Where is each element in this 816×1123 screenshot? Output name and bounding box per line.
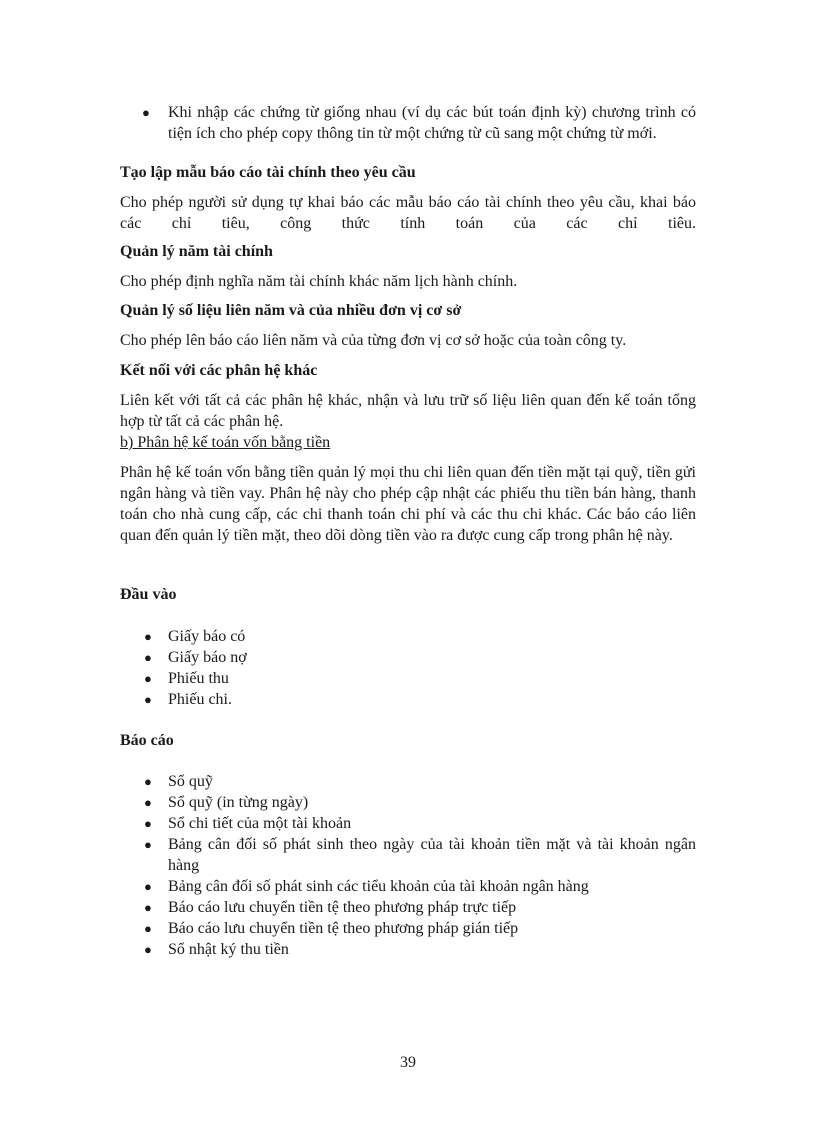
list-item: ● Phiếu chi. xyxy=(144,691,232,708)
section-text: Cho phép lên báo cáo liên năm và của từng đơn vị cơ sở hoặc của toàn công ty. xyxy=(120,332,627,349)
bullet-icon: ● xyxy=(144,837,152,852)
reports-heading: Báo cáo xyxy=(120,732,174,749)
inputs-list xyxy=(120,626,696,710)
list-item: ● Báo cáo lưu chuyển tiền tệ theo phương pháp trực tiếp xyxy=(144,899,517,916)
list-item: ● Sổ chi tiết của một tài khoản xyxy=(144,815,352,832)
bullet-icon: ● xyxy=(144,650,152,665)
list-item: ● Bảng cân đối số phát sinh các tiểu khoản của tài khoản ngân hàng xyxy=(144,878,589,895)
bullet-icon: ● xyxy=(144,774,152,789)
section-heading: Quản lý năm tài chính xyxy=(120,243,273,260)
list-item: ● Giấy báo có xyxy=(144,628,246,645)
page-number: 39 xyxy=(400,1054,416,1071)
list-item: ● Sổ quỹ (in từng ngày) xyxy=(144,794,309,811)
section-text: Liên kết với tất cả các phân hệ khác, nhận và lưu trữ số liệu liên quan đến kế toán tổng hợp từ tất cả các phân hệ. xyxy=(120,392,696,430)
list-item: ● Sổ quỹ xyxy=(144,773,213,790)
section-heading: Quản lý số liệu liên năm và của nhiều đơn vị cơ sở xyxy=(120,302,462,319)
bullet-icon: ● xyxy=(144,879,152,894)
bullet-icon: ● xyxy=(144,900,152,915)
bullet-icon: ● xyxy=(142,105,150,120)
section-heading: Kết nối với các phân hệ khác xyxy=(120,362,318,379)
bullet-icon: ● xyxy=(144,629,152,644)
section-heading: Tạo lập mẫu báo cáo tài chính theo yêu cầu xyxy=(120,164,416,181)
list-item: ● Bảng cân đối số phát sinh theo ngày của tài khoản tiền mặt và tài khoản ngân hàng xyxy=(144,836,696,874)
bullet-icon: ● xyxy=(144,671,152,686)
list-item: ● Báo cáo lưu chuyển tiền tệ theo phương pháp gián tiếp xyxy=(144,920,519,937)
intro-bullet xyxy=(120,102,696,144)
bullet-icon: ● xyxy=(144,795,152,810)
list-item: ● Sổ nhật ký thu tiền xyxy=(144,941,289,958)
bullet-icon: ● xyxy=(144,921,152,936)
intro-bullet-text: Khi nhập các chứng từ giống nhau (ví dụ các bút toán định kỳ) chương trình có tiện ích cho phép copy thông tin từ một chứng từ cũ sang một chứng từ mới. xyxy=(168,104,696,142)
list-item: ● Giấy báo nợ xyxy=(144,649,247,666)
inputs-heading: Đầu vào xyxy=(120,586,177,603)
bullet-icon: ● xyxy=(144,942,152,957)
subsection-title: b) Phân hệ kế toán vốn bằng tiền xyxy=(120,434,331,451)
bullet-icon: ● xyxy=(144,816,152,831)
list-item: ● Phiếu thu xyxy=(144,670,229,687)
section-text: Cho phép người sử dụng tự khai báo các mẫu báo cáo tài chính theo yêu cầu, khai báo các chỉ tiêu, công thức tính toán của các chỉ tiêu. xyxy=(120,194,696,232)
section-text: Cho phép định nghĩa năm tài chính khác năm lịch hành chính. xyxy=(120,273,518,290)
bullet-icon: ● xyxy=(144,692,152,707)
page-content xyxy=(120,102,696,960)
reports-list xyxy=(120,771,696,960)
subsection-text: Phân hệ kế toán vốn bằng tiền quản lý mọi thu chi liên quan đến tiền mặt tại quỹ, tiền gửi ngân hàng và tiền vay. Phân hệ này cho phép cập nhật các phiếu thu tiền bán hàng, thanh toán cho nhà cung cấp, các chi thanh toán chi phí và các thu chi khác. Các báo cáo liên quan đến quản lý tiền mặt, theo dõi dòng tiền vào ra được cung cấp trong phân hệ này. xyxy=(120,464,696,544)
